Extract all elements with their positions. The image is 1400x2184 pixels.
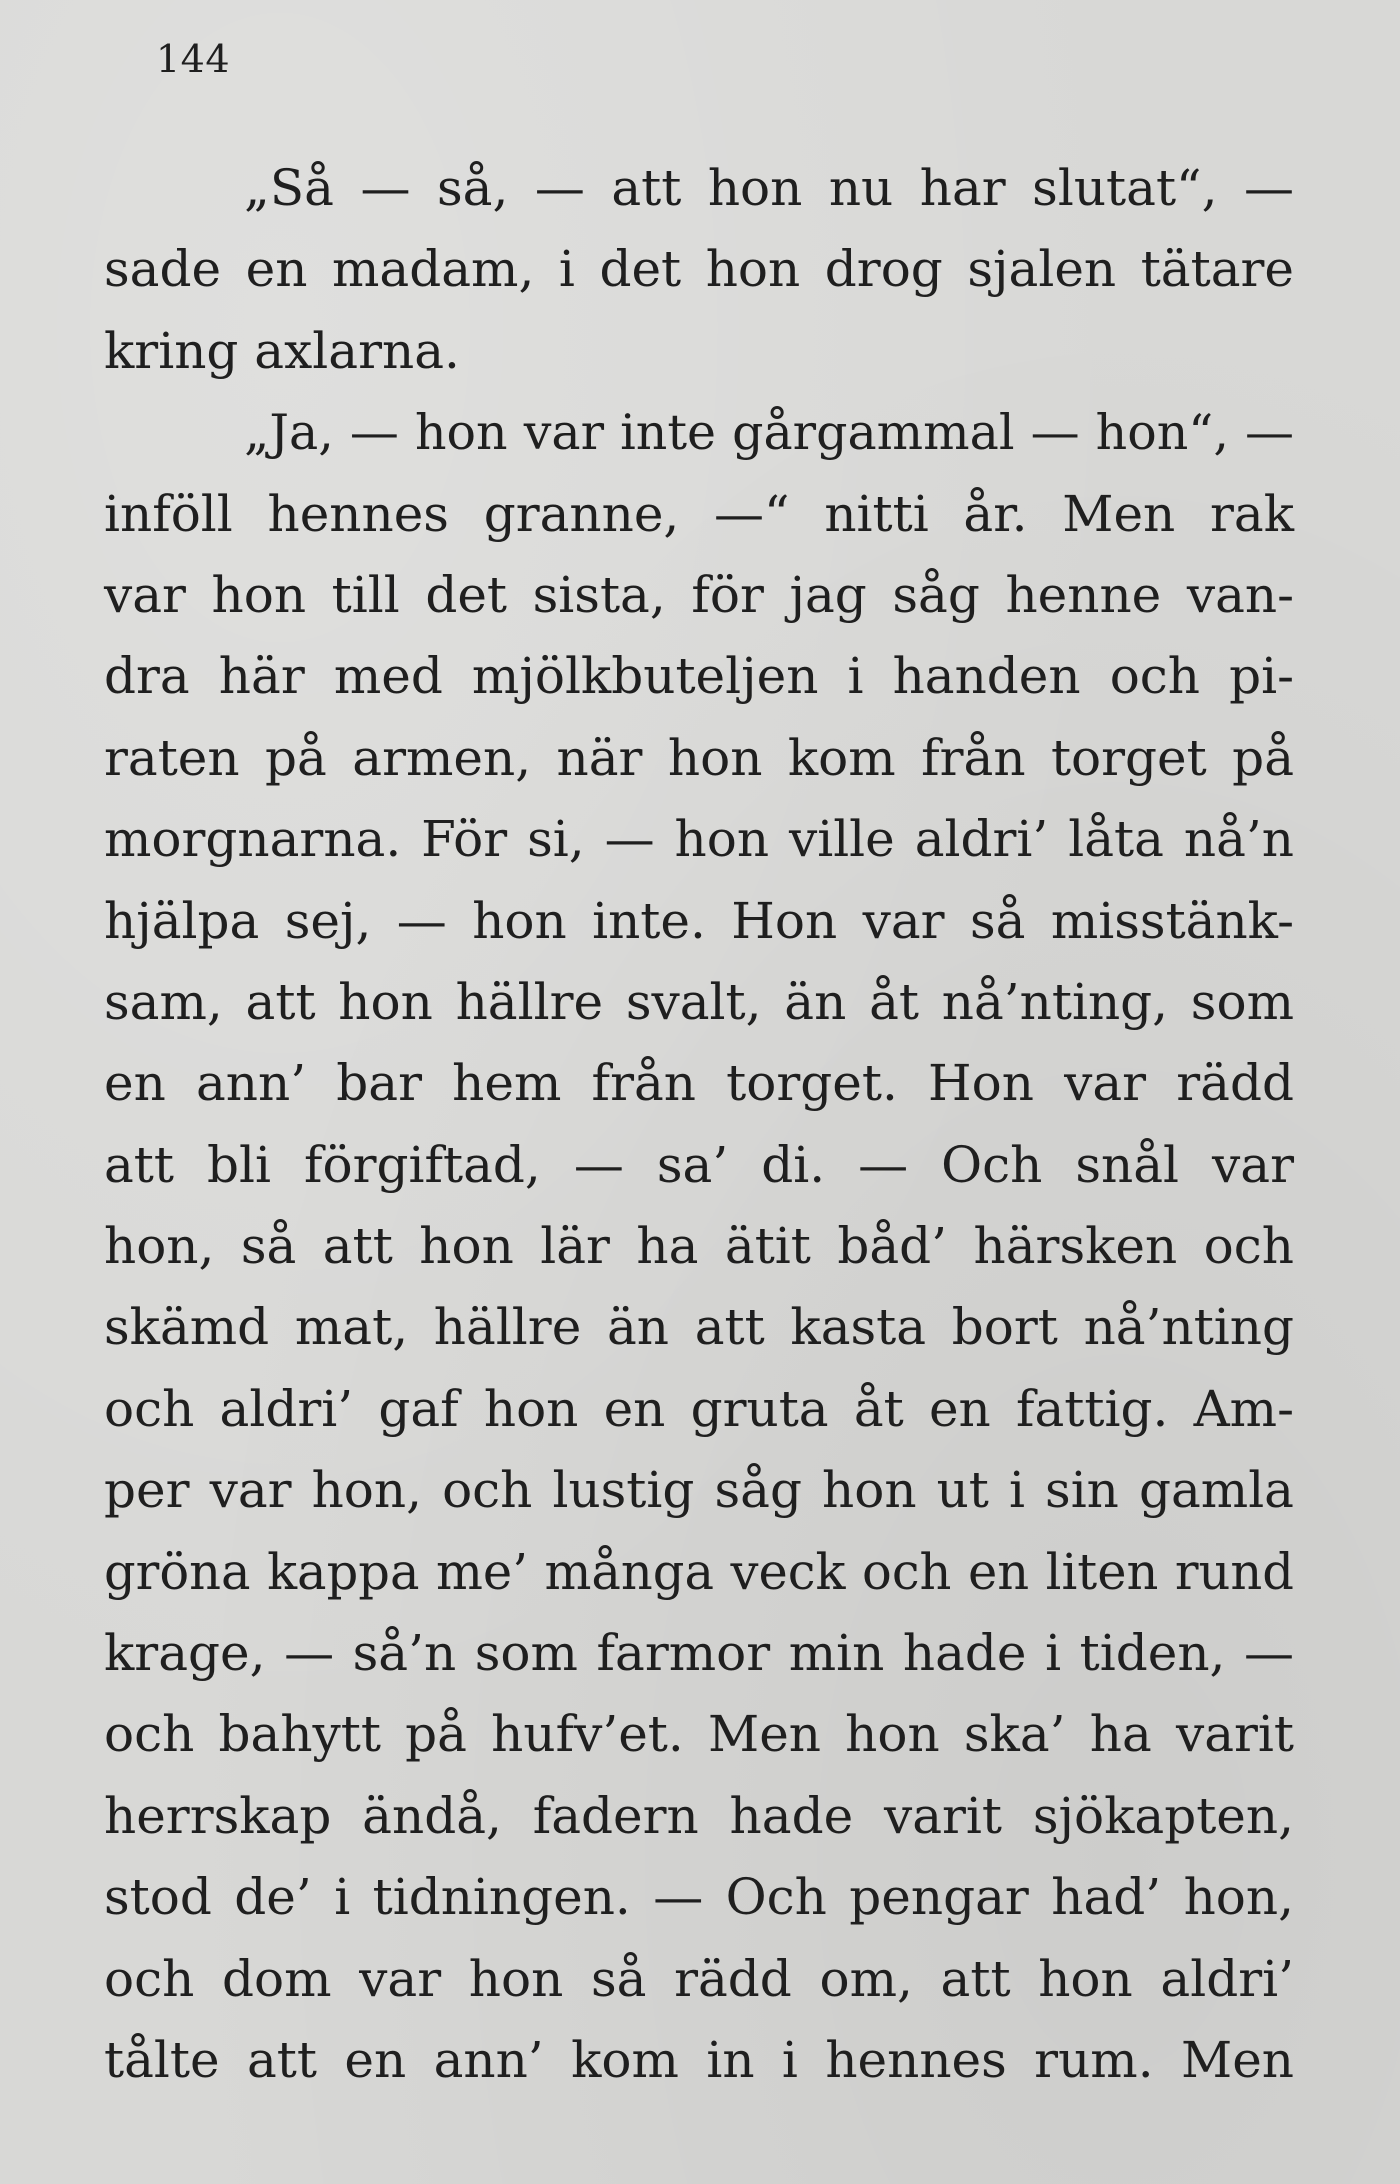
text-line: och aldri’ gaf hon en gruta åt en fattig. Am- (104, 1379, 1294, 1438)
text-line: och bahytt på hufv’et. Men hon ska’ ha varit (104, 1705, 1294, 1764)
text-line: raten på armen, när hon kom från torget på (104, 728, 1294, 787)
text-line: skämd mat, hällre än att kasta bort nå’nting (104, 1298, 1294, 1357)
text-line: dra här med mjölkbuteljen i handen och pi- (104, 647, 1294, 706)
text-line: krage, — så’n som farmor min hade i tiden, — (104, 1624, 1294, 1683)
text-line: „Ja, — hon var inte gårgammal — hon“, — (244, 404, 1294, 462)
text-line: tålte att en ann’ kom in i hennes rum. Men (104, 2030, 1294, 2089)
text-line: och dom var hon så rädd om, att hon aldri’ (104, 1949, 1294, 2008)
text-line: var hon till det sista, för jag såg henne van- (104, 565, 1294, 624)
text-line: sam, att hon hällre svalt, än åt nå’nting, som (104, 972, 1294, 1031)
text-line: en ann’ bar hem från torget. Hon var rädd (104, 1054, 1294, 1113)
text-line: morgnarna. För si, — hon ville aldri’ låta nå’n (104, 810, 1294, 869)
text-line: „Så — så, — att hon nu har slutat“, — (244, 159, 1294, 217)
text-line: herrskap ändå, fadern hade varit sjökapten, (104, 1786, 1294, 1845)
text-line: att bli förgiftad, — sa’ di. — Och snål var (104, 1135, 1294, 1194)
text-line: gröna kappa me’ många veck och en liten rund (104, 1542, 1294, 1601)
text-line: hon, så att hon lär ha ätit båd’ härsken och (104, 1217, 1294, 1276)
page-number: 144 (156, 37, 231, 81)
text-line: sade en madam, i det hon drog sjalen tätare (104, 240, 1294, 299)
text-line: hjälpa sej, — hon inte. Hon var så misstänk- (104, 891, 1294, 950)
body-text (104, 148, 1294, 2101)
text-line: per var hon, och lustig såg hon ut i sin gamla (104, 1461, 1294, 1520)
text-line: stod de’ i tidningen. — Och pengar had’ hon, (104, 1868, 1294, 1927)
text-line: kring axlarna. (104, 321, 460, 380)
text-line: inföll hennes granne, —“ nitti år. Men rak (104, 484, 1294, 543)
